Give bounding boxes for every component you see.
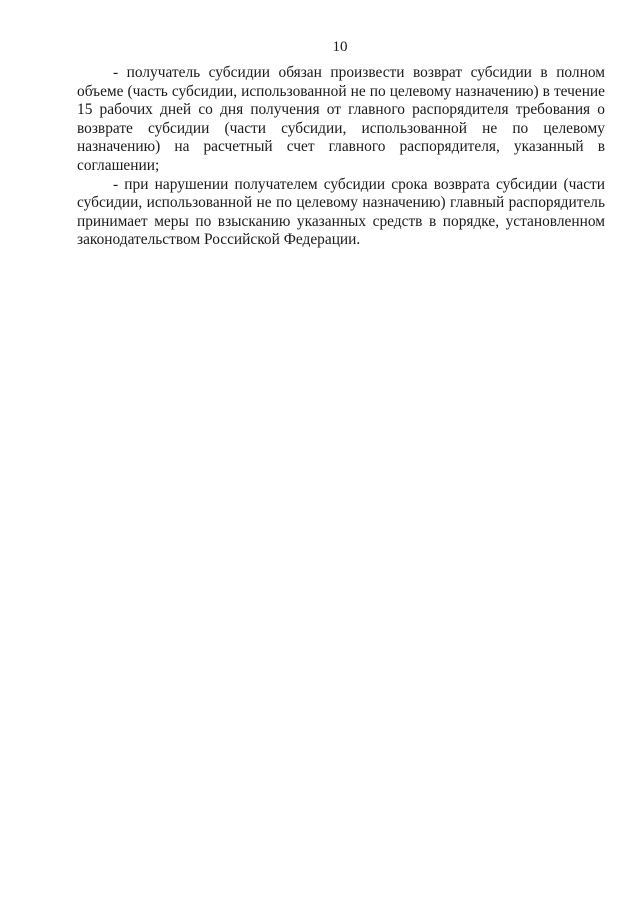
document-body xyxy=(77,64,605,250)
paragraph-recovery-measures: - при нарушении получателем субсидии срока возврата субсидии (части субсидии, использованной не по целевому назначению) главный распорядитель принимает меры по взысканию указанных средств в порядке, установленном законодательством Российской Федерации. xyxy=(77,175,605,249)
page-number: 10 xyxy=(332,39,348,55)
paragraph-refund-obligation: - получатель субсидии обязан произвести возврат субсидии в полном объеме (часть субсидии, использованной не по целевому назначению) в течение 15 рабочих дней со дня получения от главного распорядителя требования о возврате субсидии (части субсидии, использованной не по целевому назначению) на расчетный счет главного распорядителя, указанный в соглашении; xyxy=(77,64,605,174)
